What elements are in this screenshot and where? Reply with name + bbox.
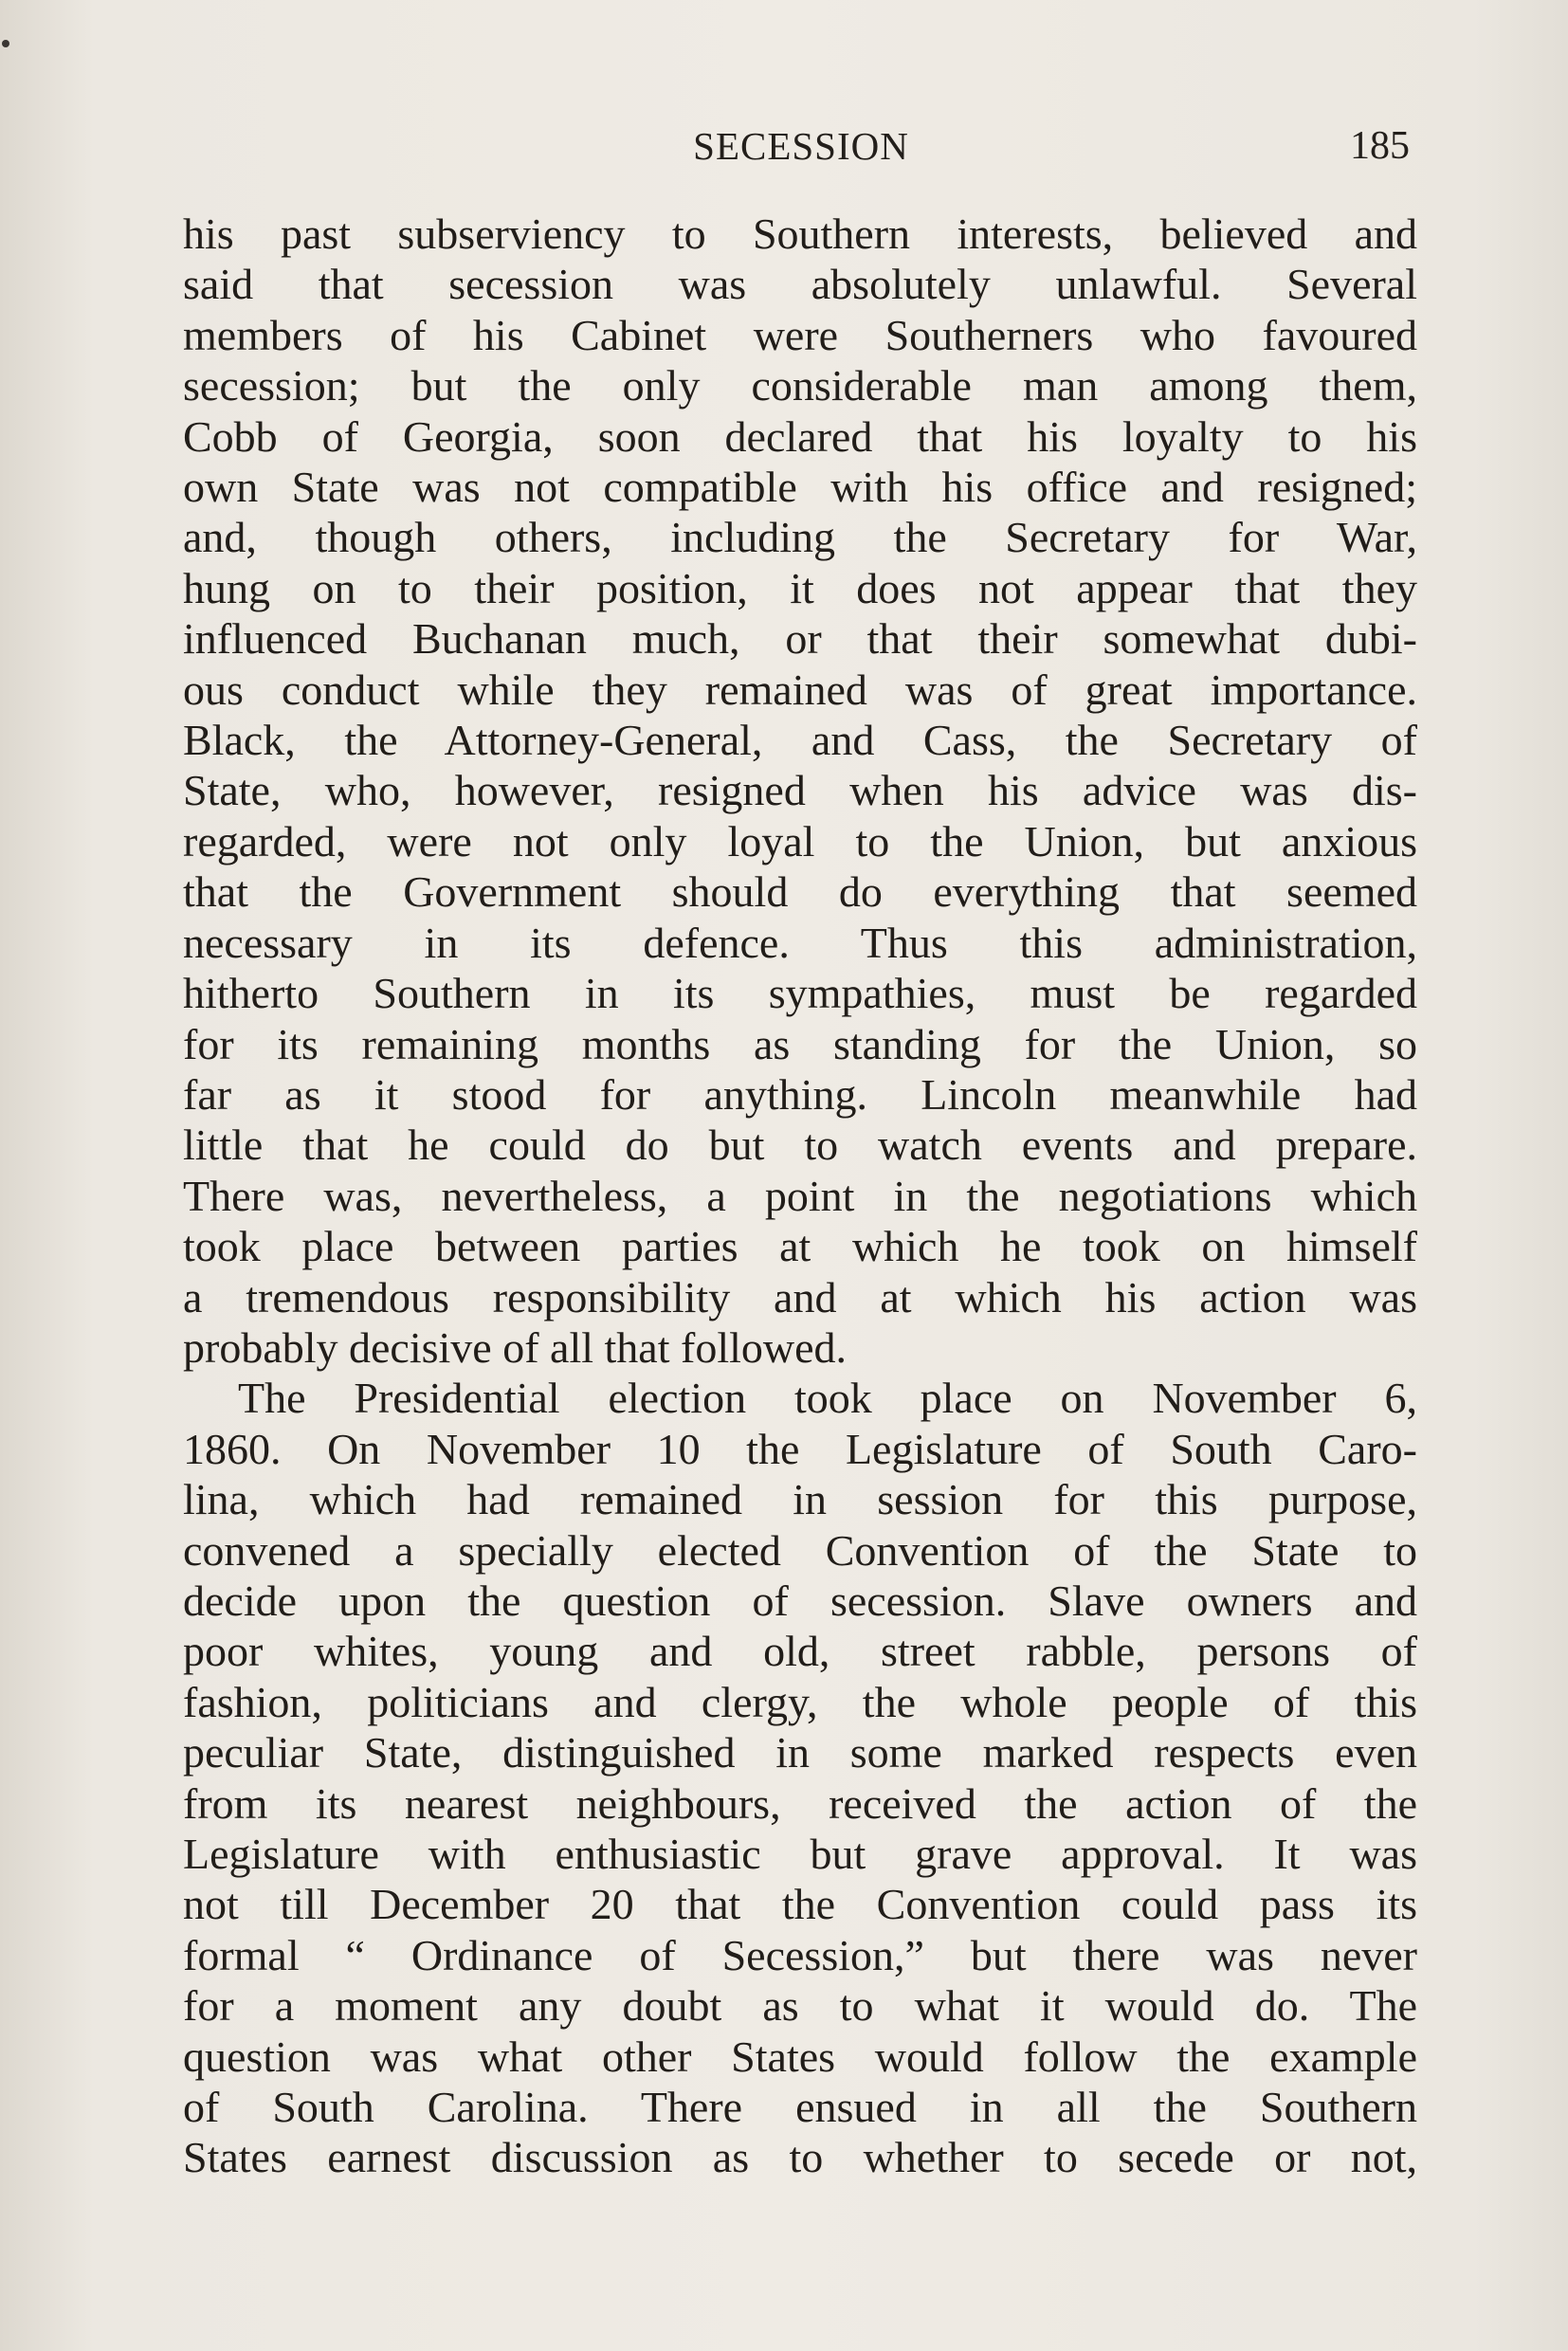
paragraph-end-line: probably decisive of all that followed.	[183, 1322, 848, 1372]
text-line: State, who, however, resigned when his advice was dis-	[183, 766, 1417, 815]
text-line: that the Government should do everything that seemed	[183, 867, 1417, 917]
text-line: influenced Buchanan much, or that their somewhat dubi-	[183, 614, 1417, 664]
body-text	[183, 209, 1417, 2183]
text-line: hung on to their position, it does not appear that they	[183, 563, 1417, 612]
text-line: decide upon the question of secession. Slave owners and	[183, 1576, 1417, 1625]
paragraph-start-line: The Presidential election took place on November 6,	[238, 1374, 1417, 1423]
running-head: SECESSION	[693, 124, 909, 168]
text-line: ous conduct while they remained was of great importance.	[183, 665, 1417, 714]
text-line: formal “ Ordinance of Secession,” but there was never	[183, 1930, 1417, 1979]
text-line: not till December 20 that the Convention could pass its	[183, 1880, 1417, 1929]
page-header	[185, 123, 1417, 180]
text-line: regarded, were not only loyal to the Union, but anxious	[183, 816, 1417, 866]
text-line: Cobb of Georgia, soon declared that his loyalty to his	[183, 411, 1417, 461]
text-line: his past subserviency to Southern interests, believed and	[183, 210, 1417, 258]
text-line: of South Carolina. There ensued in all the Southern	[183, 2083, 1417, 2132]
text-line: Legislature with enthusiastic but grave approval. It was	[183, 1830, 1417, 1878]
text-line: lina, which had remained in session for this purpose,	[183, 1475, 1417, 1524]
page-number: 185	[1350, 124, 1410, 168]
text-line: members of his Cabinet were Southerners who favoured	[183, 310, 1417, 359]
text-line: necessary in its defence. Thus this administration,	[183, 918, 1417, 967]
text-line: a tremendous responsibility and at which his action was	[183, 1272, 1417, 1321]
text-line: convened a specially elected Convention of the State to	[183, 1525, 1417, 1575]
text-line: There was, nevertheless, a point in the negotiations which	[183, 1171, 1417, 1220]
text-line: poor whites, young and old, street rabble, persons of	[183, 1627, 1417, 1676]
text-line: peculiar State, distinguished in some marked respects even	[183, 1728, 1417, 1777]
text-line: far as it stood for anything. Lincoln meanwhile had	[183, 1069, 1417, 1119]
text-line: 1860. On November 10 the Legislature of South Caro-	[183, 1424, 1417, 1473]
text-line: and, though others, including the Secretary for War,	[183, 513, 1417, 562]
text-line: said that secession was absolutely unlawful. Several	[183, 260, 1417, 309]
text-line: hitherto Southern in its sympathies, must be regarded	[183, 969, 1417, 1018]
text-line: States earnest discussion as to whether to secede or not,	[183, 2133, 1417, 2182]
text-line: took place between parties at which he took on himself	[183, 1222, 1417, 1271]
text-line: for its remaining months as standing for the Union, so	[183, 1019, 1417, 1068]
text-line: Black, the Attorney-General, and Cass, the Secretary of	[183, 716, 1417, 765]
text-line: own State was not compatible with his office and resigned;	[183, 463, 1417, 512]
text-line: from its nearest neighbours, received the action of the	[183, 1778, 1417, 1828]
text-line: fashion, politicians and clergy, the whole people of this	[183, 1677, 1417, 1726]
text-line: question was what other States would follow the example	[183, 2032, 1417, 2081]
text-line: little that he could do but to watch events and prepare.	[183, 1121, 1417, 1170]
binding-mark	[2, 40, 9, 47]
text-line: for a moment any doubt as to what it would do. The	[183, 1981, 1417, 2031]
text-line: secession; but the only considerable man among them,	[183, 361, 1417, 410]
